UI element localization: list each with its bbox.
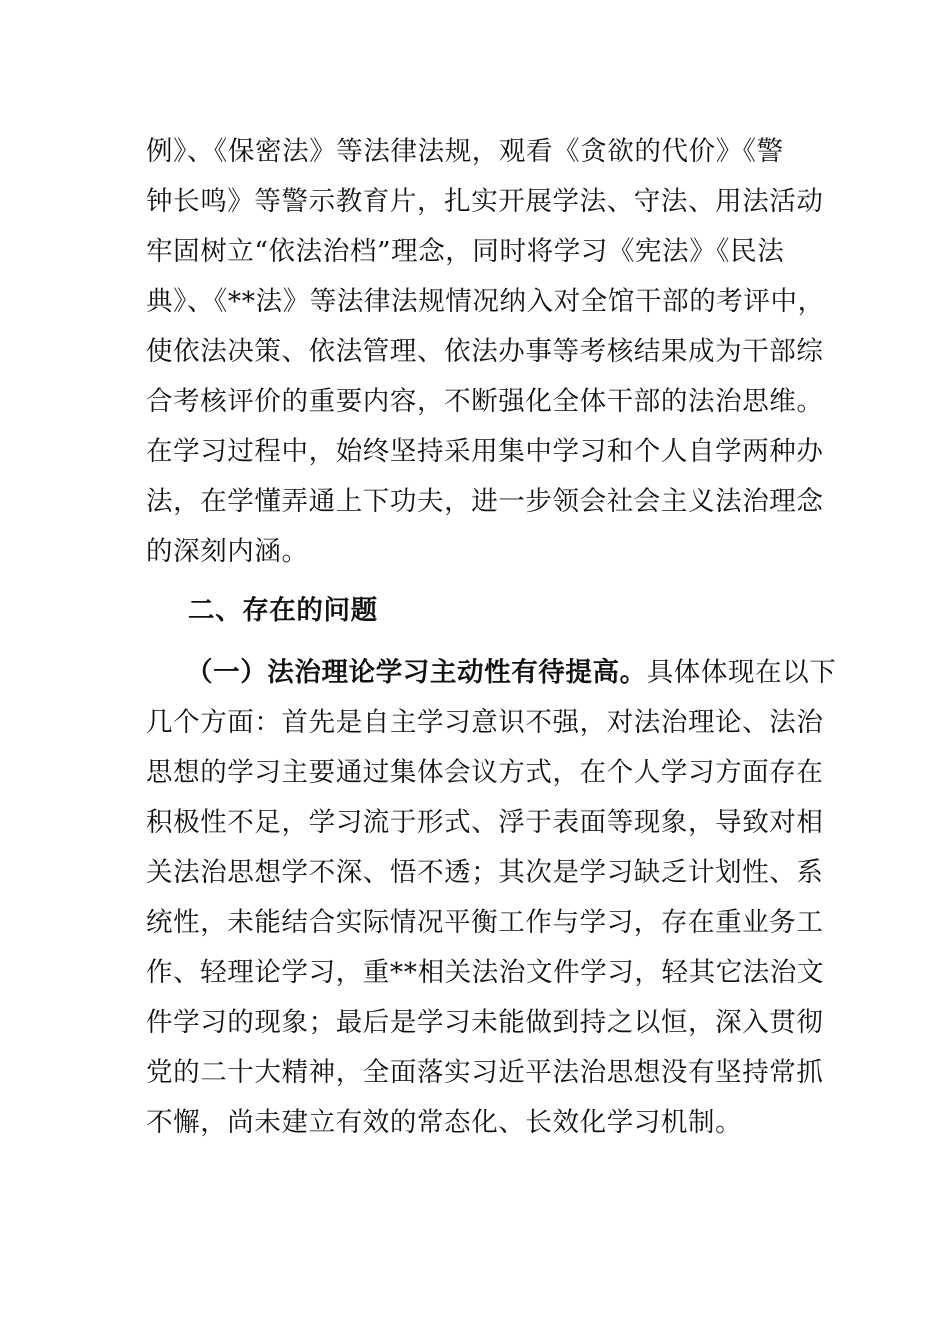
- paragraph-line: 不懈，尚未建立有效的常态化、长效化学习机制。: [146, 1107, 743, 1138]
- paragraph-line: 钟长鸣》等警示教育片，扎实开展学法、守法、用法活动: [146, 186, 824, 217]
- paragraph-line: 在学习过程中，始终坚持采用集中学习和个人自学两种办: [146, 436, 824, 467]
- paragraph-line: 法，在学懂弄通上下功夫，进一步领会社会主义法治理念: [146, 486, 824, 517]
- paragraph-line: 思想的学习主要通过集体会议方式，在个人学习方面存在: [146, 757, 824, 788]
- paragraph-line: 几个方面：首先是自主学习意识不强，对法治理论、法治: [146, 707, 824, 738]
- paragraph-line: 作、轻理论学习，重**相关法治文件学习，轻其它法治文: [146, 957, 825, 988]
- paragraph-line: 统性，未能结合实际情况平衡工作与学习，存在重业务工: [146, 907, 824, 938]
- paragraph-line: 关法治思想学不深、悟不透；其次是学习缺乏计划性、系: [146, 857, 824, 888]
- paragraph-line: 使依法决策、依法管理、依法办事等考核结果成为干部综: [146, 336, 824, 367]
- paragraph-line: 件学习的现象；最后是学习未能做到持之以恒，深入贯彻: [146, 1007, 824, 1038]
- paragraph-line: 例》、《保密法》等法律法规，观看《贪欲的代价》《警: [146, 136, 784, 167]
- subsection-first-line: [186, 656, 836, 690]
- paragraph-line: 党的二十大精神，全面落实习近平法治思想没有坚持常抓: [146, 1057, 824, 1088]
- paragraph-line: 的深刻内涵。: [146, 536, 309, 567]
- section-heading: 二、存在的问题: [188, 595, 378, 626]
- subsection-title: （一）法治理论学习主动性有待提高。: [186, 657, 647, 688]
- paragraph-line: 牢固树立“依法治档”理念，同时将学习《宪法》《民法: [146, 236, 785, 267]
- paragraph-line: 积极性不足，学习流于形式、浮于表面等现象，导致对相: [146, 807, 824, 838]
- paragraph-line: 合考核评价的重要内容，不断强化全体干部的法治思维。: [146, 386, 824, 417]
- subsection-first-line-text: 具体体现在以下: [646, 657, 837, 688]
- paragraph-line: 典》、《**法》等法律法规情况纳入对全馆干部的考评中，: [146, 286, 825, 317]
